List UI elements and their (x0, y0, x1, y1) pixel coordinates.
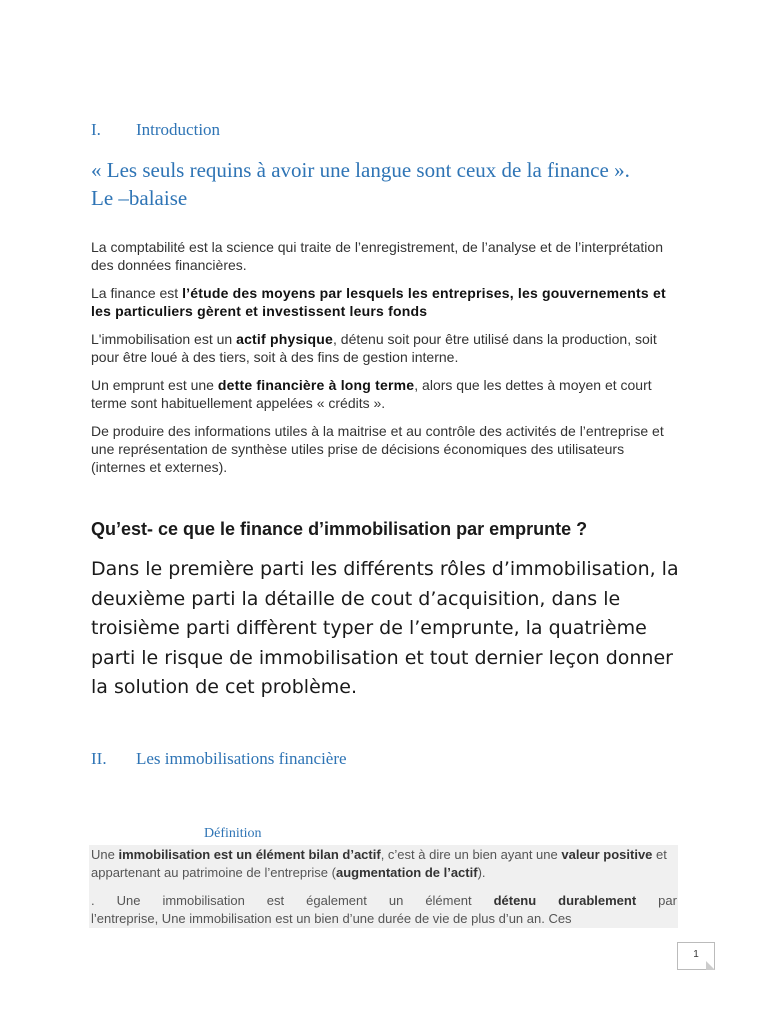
page-fold-icon (706, 961, 715, 970)
bold-run: augmentation de l’actif (335, 865, 478, 880)
section-number: I. (91, 120, 101, 139)
paragraph-emprunt (91, 376, 681, 412)
definition-paragraph-1 (91, 846, 677, 882)
paragraph-finance (91, 284, 681, 320)
bold-run: dette financière à long terme (217, 377, 415, 393)
bold-run: actif physique (236, 331, 334, 347)
text-run: Un emprunt est une (91, 377, 218, 393)
text-run: ). (477, 865, 486, 880)
question-heading: Qu’est- ce que le finance d’immobilisation par emprunte ? (91, 519, 588, 539)
plan-paragraph: Dans le première parti les différents rôles d’immobilisation, la deuxième parti la détaille de cout d’acquisition, dans le troisième parti diffèrent typer de l’emprunte, la quatrième parti le risque de immobilisation et tout dernier leçon donner la solution de cet problème. (91, 558, 679, 698)
section-heading-immobilisations (91, 749, 347, 769)
section-title: Les immobilisations financière (136, 749, 347, 768)
section-title: Introduction (136, 120, 221, 139)
definition-title: Définition (204, 826, 262, 841)
bold-run: l’étude des moyens par lesquels les entreprises, les gouvernements et les particuliers gèrent et investissent leurs fonds (91, 285, 666, 319)
page-number-badge (677, 942, 715, 970)
definition-paragraph-2-continued: l’entreprise, Une immobilisation est un bien d’une durée de vie de plus d’un an. Ces (91, 911, 572, 926)
section-heading-introduction (91, 120, 220, 140)
text-run: L'immobilisation est un (91, 331, 237, 347)
page-number: 1 (693, 949, 699, 960)
paragraph-objectif: De produire des informations utiles à la maitrise et au contrôle des activités de l’entreprise et une représentation de synthèse utiles prise de décisions économiques des utilisateurs (internes et externes). (91, 423, 664, 475)
bold-run: valeur positive (561, 847, 653, 862)
paragraph-immobilisation (91, 330, 681, 366)
section-number: II. (91, 749, 107, 768)
paragraph-comptabilite: La comptabilité est la science qui traite de l’enregistrement, de l’analyse et de l’interprétation des données financières. (91, 239, 663, 273)
bold-run: détenu durablement (493, 893, 637, 908)
text-run: par (636, 893, 677, 908)
text-run: La finance est (91, 285, 183, 301)
text-run: , détenu soit pour être utilisé dans la production, soit pour être loué à des tiers, soit à des fins de gestion interne. (91, 331, 657, 365)
text-run: . Une immobilisation est également un élément (91, 893, 494, 908)
definition-paragraph-2 (91, 892, 677, 910)
text-run: et appartenant au patrimoine de l’entreprise ( (91, 847, 667, 880)
text-run: , alors que les dettes à moyen et court terme sont habituellement appelées « crédits ». (91, 377, 652, 411)
quote-heading: « Les seuls requins à avoir une langue sont ceux de la finance ». Le –balaise (91, 158, 630, 210)
bold-run: immobilisation est un élément bilan d’actif (118, 847, 381, 862)
text-run: Une (91, 847, 119, 862)
text-run: , c’est à dire un bien ayant une (380, 847, 562, 862)
